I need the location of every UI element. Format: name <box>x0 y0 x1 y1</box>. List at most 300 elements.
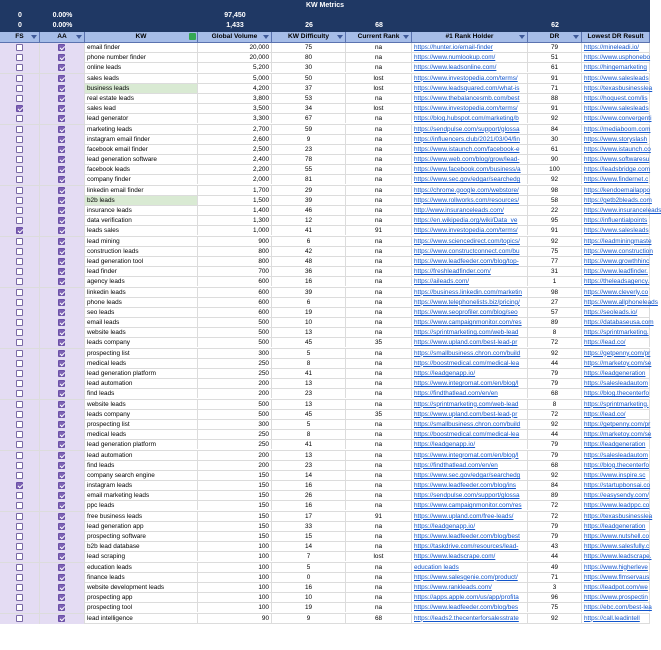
rank-holder-link[interactable]: https://www.campaignmonitor.com/res <box>412 318 528 327</box>
lowest-dr-link[interactable]: https://hingemarketing <box>582 63 650 72</box>
fs-cell[interactable] <box>0 359 40 369</box>
lowest-dr-link[interactable]: https://www.salesleads <box>584 227 649 235</box>
keyword-cell[interactable]: marketing leads <box>85 125 198 134</box>
lowest-dr-link[interactable]: https://marketoy.com/se <box>584 431 652 439</box>
keyword-cell[interactable]: medical leads <box>85 359 198 368</box>
aa-checkbox[interactable] <box>58 176 65 183</box>
fs-cell[interactable] <box>0 318 40 328</box>
fs-cell[interactable] <box>0 267 40 277</box>
volume-cell[interactable]: 150 <box>198 512 272 521</box>
difficulty-cell[interactable]: 8 <box>272 430 346 439</box>
rank-holder-link[interactable]: https://www.upland.com/best-lead-pr <box>412 338 528 347</box>
header-lowest-dr[interactable]: Lowest DR Result <box>582 32 650 42</box>
rank-holder-link[interactable]: https://findthatlead.com/en/en <box>412 461 528 470</box>
lowest-dr-link[interactable]: https://www.growthhinc <box>584 257 650 265</box>
volume-cell[interactable]: 250 <box>198 430 272 439</box>
lowest-dr-link[interactable]: https://www.leadppc.co <box>584 502 650 510</box>
fs-checkbox[interactable] <box>16 401 23 408</box>
volume-cell[interactable]: 100 <box>198 552 272 561</box>
difficulty-cell[interactable]: 48 <box>272 257 346 266</box>
rank-holder-link[interactable]: https://www.sciencedirect.com/topics/ <box>412 237 528 246</box>
keyword-cell[interactable]: lead generation platform <box>85 440 198 449</box>
fs-cell[interactable] <box>0 165 40 175</box>
fs-checkbox[interactable] <box>16 187 23 194</box>
fs-cell[interactable] <box>0 206 40 216</box>
lowest-dr-link[interactable]: https://www.cleverly.co <box>584 288 649 296</box>
rank-cell[interactable]: na <box>346 451 412 460</box>
dr-cell[interactable]: 1 <box>528 277 582 286</box>
rank-holder-link[interactable]: https://findthatlead.com/en/en <box>412 389 528 398</box>
rank-holder-link[interactable]: https://www.telephonelists.biz/pricing/ <box>412 298 528 307</box>
keyword-cell[interactable]: education leads <box>85 563 198 572</box>
fs-checkbox[interactable] <box>16 492 23 499</box>
dr-cell[interactable]: 43 <box>528 542 582 551</box>
lowest-dr-link[interactable]: https://lead.co/ <box>582 410 650 419</box>
keyword-cell[interactable]: leads company <box>85 410 198 419</box>
lowest-dr-link[interactable]: https://blog.thecenterfo <box>584 390 650 398</box>
aa-cell[interactable] <box>40 196 85 206</box>
dr-cell[interactable]: 51 <box>528 53 582 62</box>
dr-cell[interactable]: 84 <box>528 125 582 134</box>
rank-cell[interactable]: na <box>346 583 412 592</box>
rank-cell[interactable]: na <box>346 573 412 582</box>
rank-cell[interactable]: na <box>346 53 412 62</box>
aa-cell[interactable] <box>40 267 85 277</box>
rank-cell[interactable]: na <box>346 369 412 378</box>
aa-checkbox[interactable] <box>58 95 65 102</box>
volume-cell[interactable]: 2,000 <box>198 175 272 184</box>
filter-dropdown-icon[interactable] <box>519 35 525 39</box>
fs-checkbox[interactable] <box>16 553 23 560</box>
dr-cell[interactable]: 79 <box>528 43 582 52</box>
rank-holder-link[interactable]: https://en.wikipedia.org/wiki/Data_ve <box>412 216 528 225</box>
lowest-dr-link[interactable]: https://www.salesfully.c <box>584 543 650 551</box>
keyword-cell[interactable]: lead mining <box>85 237 198 246</box>
aa-checkbox[interactable] <box>58 564 65 571</box>
aa-cell[interactable] <box>40 420 85 430</box>
difficulty-cell[interactable]: 16 <box>272 501 346 510</box>
dr-cell[interactable]: 92 <box>528 614 582 623</box>
fs-cell[interactable] <box>0 84 40 94</box>
aa-checkbox[interactable] <box>58 380 65 387</box>
dr-cell[interactable]: 91 <box>528 74 582 83</box>
difficulty-cell[interactable]: 41 <box>272 226 346 235</box>
aa-checkbox[interactable] <box>58 462 65 469</box>
lowest-dr-link[interactable]: https://leadminingmaste <box>584 237 652 245</box>
volume-cell[interactable]: 100 <box>198 593 272 602</box>
lowest-dr-link[interactable]: https://leadpot.com/we <box>582 583 650 592</box>
aa-checkbox[interactable] <box>58 319 65 326</box>
rank-holder-link[interactable]: https://www.leadfeeder.com/blog/bes <box>412 603 528 612</box>
keyword-cell[interactable]: phone leads <box>85 298 198 307</box>
fs-checkbox[interactable] <box>16 289 23 296</box>
fs-cell[interactable] <box>0 512 40 522</box>
aa-checkbox[interactable] <box>58 85 65 92</box>
fs-cell[interactable] <box>0 501 40 511</box>
keyword-cell[interactable]: lead finder <box>85 267 198 276</box>
keyword-cell[interactable]: phone number finder <box>85 53 198 62</box>
volume-cell[interactable]: 150 <box>198 481 272 490</box>
volume-cell[interactable]: 1,400 <box>198 206 272 215</box>
dr-cell[interactable]: 68 <box>528 461 582 470</box>
volume-cell[interactable]: 500 <box>198 410 272 419</box>
fs-cell[interactable] <box>0 614 40 624</box>
aa-cell[interactable] <box>40 155 85 165</box>
fs-checkbox[interactable] <box>16 411 23 418</box>
dr-cell[interactable]: 92 <box>528 471 582 480</box>
keyword-cell[interactable]: real estate leads <box>85 94 198 103</box>
rank-cell[interactable]: na <box>346 155 412 164</box>
fs-cell[interactable] <box>0 420 40 430</box>
rank-cell[interactable]: na <box>346 491 412 500</box>
dr-cell[interactable]: 79 <box>528 440 582 449</box>
rank-holder-link[interactable]: https://www.investopedia.com/terms/ <box>412 226 528 235</box>
lowest-dr-link[interactable]: https://www.inspire.sc <box>582 471 650 480</box>
volume-cell[interactable]: 700 <box>198 267 272 276</box>
fs-checkbox[interactable] <box>16 248 23 255</box>
fs-checkbox[interactable] <box>16 217 23 224</box>
volume-cell[interactable]: 150 <box>198 522 272 531</box>
difficulty-cell[interactable]: 16 <box>272 277 346 286</box>
fs-cell[interactable] <box>0 196 40 206</box>
lowest-dr-link[interactable]: https://texasbusinesslea <box>584 512 653 520</box>
difficulty-cell[interactable]: 13 <box>272 400 346 409</box>
difficulty-cell[interactable]: 41 <box>272 369 346 378</box>
volume-cell[interactable]: 100 <box>198 583 272 592</box>
rank-cell[interactable]: na <box>346 206 412 215</box>
keyword-cell[interactable]: find leads <box>85 389 198 398</box>
fs-cell[interactable] <box>0 308 40 318</box>
difficulty-cell[interactable]: 81 <box>272 175 346 184</box>
filter-dropdown-icon[interactable] <box>76 35 82 39</box>
difficulty-cell[interactable]: 5 <box>272 420 346 429</box>
header-kw-difficulty[interactable]: KW Difficulty <box>272 32 346 42</box>
fs-cell[interactable] <box>0 43 40 53</box>
volume-cell[interactable]: 600 <box>198 288 272 297</box>
aa-checkbox[interactable] <box>58 584 65 591</box>
keyword-cell[interactable]: lead automation <box>85 379 198 388</box>
aa-cell[interactable] <box>40 583 85 593</box>
fs-checkbox[interactable] <box>16 360 23 367</box>
aa-checkbox[interactable] <box>58 166 65 173</box>
rank-cell[interactable]: na <box>346 165 412 174</box>
volume-cell[interactable]: 1,500 <box>198 196 272 205</box>
rank-holder-link[interactable]: education leads <box>412 563 528 572</box>
aa-cell[interactable] <box>40 532 85 542</box>
aa-checkbox[interactable] <box>58 329 65 336</box>
rank-holder-link[interactable]: https://aileads.com/ <box>412 277 528 286</box>
rank-holder-link[interactable]: https://hunter.io/email-finder <box>412 43 528 52</box>
fs-cell[interactable] <box>0 481 40 491</box>
lowest-dr-link[interactable]: https://www.leadscrape. <box>584 553 652 561</box>
lowest-dr-link[interactable]: https://www.usphonebo <box>584 54 651 62</box>
aa-cell[interactable] <box>40 389 85 399</box>
keyword-cell[interactable]: ppc leads <box>85 501 198 510</box>
lowest-dr-link[interactable]: https://www.salesleads <box>584 105 649 113</box>
lowest-dr-link[interactable]: https://marketoy.com/se <box>584 359 652 367</box>
rank-cell[interactable]: 68 <box>346 614 412 623</box>
volume-cell[interactable]: 5,000 <box>198 74 272 83</box>
aa-cell[interactable] <box>40 369 85 379</box>
dr-cell[interactable]: 49 <box>528 563 582 572</box>
aa-checkbox[interactable] <box>58 421 65 428</box>
fs-checkbox[interactable] <box>16 146 23 153</box>
lowest-dr-link[interactable]: https://hoquest.com/lis <box>582 94 650 103</box>
aa-cell[interactable] <box>40 328 85 338</box>
lowest-dr-link[interactable]: https://www.softwaresu <box>584 156 650 164</box>
rank-holder-link[interactable]: https://business.linkedin.com/marketin <box>412 288 528 297</box>
difficulty-cell[interactable]: 13 <box>272 328 346 337</box>
fs-cell[interactable] <box>0 104 40 114</box>
keyword-cell[interactable]: sales lead <box>85 104 198 113</box>
dr-cell[interactable]: 30 <box>528 135 582 144</box>
aa-checkbox[interactable] <box>58 492 65 499</box>
volume-cell[interactable]: 150 <box>198 532 272 541</box>
keyword-cell[interactable]: leads company <box>85 338 198 347</box>
lowest-dr-link[interactable]: https://texasbusinesslea <box>584 84 653 92</box>
aa-cell[interactable] <box>40 53 85 63</box>
rank-holder-link[interactable]: https://www.sec.gov/edgar/searchedg <box>412 175 528 184</box>
volume-cell[interactable]: 250 <box>198 440 272 449</box>
aa-checkbox[interactable] <box>58 339 65 346</box>
difficulty-cell[interactable]: 0 <box>272 573 346 582</box>
difficulty-cell[interactable]: 45 <box>272 338 346 347</box>
volume-cell[interactable]: 600 <box>198 308 272 317</box>
keyword-cell[interactable]: medical leads <box>85 430 198 439</box>
rank-holder-link[interactable]: https://taskdrive.com/resources/lead- <box>412 542 528 551</box>
fs-checkbox[interactable] <box>16 268 23 275</box>
volume-cell[interactable]: 100 <box>198 542 272 551</box>
keyword-cell[interactable]: instagram email finder <box>85 135 198 144</box>
rank-cell[interactable]: 91 <box>346 512 412 521</box>
lowest-dr-link[interactable]: https://getpenny.com/pr <box>584 349 651 357</box>
keyword-cell[interactable]: b2b lead database <box>85 542 198 551</box>
lowest-dr-link[interactable]: https://www.allphoneleads <box>584 298 658 306</box>
fs-checkbox[interactable] <box>16 584 23 591</box>
rank-cell[interactable]: na <box>346 603 412 612</box>
rank-cell[interactable]: na <box>346 328 412 337</box>
rank-holder-link[interactable]: https://smallbusiness.chron.com/build <box>412 420 528 429</box>
dr-cell[interactable]: 91 <box>528 226 582 235</box>
fs-checkbox[interactable] <box>16 115 23 122</box>
dr-cell[interactable]: 68 <box>528 389 582 398</box>
volume-cell[interactable]: 100 <box>198 573 272 582</box>
difficulty-cell[interactable]: 75 <box>272 43 346 52</box>
difficulty-cell[interactable]: 14 <box>272 542 346 551</box>
aa-cell[interactable] <box>40 318 85 328</box>
aa-cell[interactable] <box>40 125 85 135</box>
rank-cell[interactable]: na <box>346 43 412 52</box>
aa-checkbox[interactable] <box>58 299 65 306</box>
volume-cell[interactable]: 100 <box>198 603 272 612</box>
volume-cell[interactable]: 20,000 <box>198 53 272 62</box>
rank-holder-link[interactable]: https://leads2.thecenterforsalesstrate <box>412 614 528 623</box>
aa-checkbox[interactable] <box>58 543 65 550</box>
fs-cell[interactable] <box>0 603 40 613</box>
rank-holder-link[interactable]: https://www.integromat.com/en/blog/l <box>412 379 528 388</box>
aa-checkbox[interactable] <box>58 553 65 560</box>
rank-holder-link[interactable]: https://www.rollworks.com/resources/ <box>412 196 528 205</box>
volume-cell[interactable]: 2,200 <box>198 165 272 174</box>
difficulty-cell[interactable]: 37 <box>272 84 346 93</box>
aa-cell[interactable] <box>40 451 85 461</box>
rank-cell[interactable]: na <box>346 114 412 123</box>
difficulty-cell[interactable]: 10 <box>272 318 346 327</box>
fs-checkbox[interactable] <box>16 95 23 102</box>
aa-checkbox[interactable] <box>58 289 65 296</box>
rank-cell[interactable]: 35 <box>346 338 412 347</box>
volume-cell[interactable]: 800 <box>198 247 272 256</box>
aa-cell[interactable] <box>40 542 85 552</box>
keyword-cell[interactable]: lead generation app <box>85 522 198 531</box>
rank-holder-link[interactable]: https://boostmedical.com/medical-lea <box>412 430 528 439</box>
dr-cell[interactable]: 22 <box>528 206 582 215</box>
fs-cell[interactable] <box>0 125 40 135</box>
aa-checkbox[interactable] <box>58 248 65 255</box>
keyword-cell[interactable]: website leads <box>85 400 198 409</box>
difficulty-cell[interactable]: 7 <box>272 552 346 561</box>
fs-cell[interactable] <box>0 288 40 298</box>
volume-cell[interactable]: 300 <box>198 420 272 429</box>
volume-cell[interactable]: 1,700 <box>198 186 272 195</box>
rank-cell[interactable]: 35 <box>346 410 412 419</box>
lowest-dr-link[interactable]: https://blog.thecenterfo <box>584 461 650 469</box>
fs-cell[interactable] <box>0 226 40 236</box>
rank-cell[interactable]: na <box>346 471 412 480</box>
rank-cell[interactable]: na <box>346 94 412 103</box>
keyword-cell[interactable]: linkedin leads <box>85 288 198 297</box>
rank-cell[interactable]: na <box>346 481 412 490</box>
keyword-cell[interactable]: email marketing leads <box>85 491 198 500</box>
aa-cell[interactable] <box>40 257 85 267</box>
keyword-cell[interactable]: agency leads <box>85 277 198 286</box>
aa-cell[interactable] <box>40 277 85 287</box>
rank-holder-link[interactable]: https://www.numlookup.com/ <box>412 53 528 62</box>
aa-checkbox[interactable] <box>58 615 65 622</box>
aa-cell[interactable] <box>40 104 85 114</box>
lowest-dr-link[interactable]: https://www.construction <box>584 247 653 255</box>
dr-cell[interactable]: 44 <box>528 552 582 561</box>
lowest-dr-link[interactable]: https://www.insuranceleads <box>584 207 661 214</box>
volume-cell[interactable]: 150 <box>198 491 272 500</box>
lowest-dr-link[interactable]: https://kendoemailappo <box>584 186 651 194</box>
rank-cell[interactable]: na <box>346 277 412 286</box>
fs-checkbox[interactable] <box>16 350 23 357</box>
fs-cell[interactable] <box>0 349 40 359</box>
keyword-cell[interactable]: find leads <box>85 461 198 470</box>
rank-holder-link[interactable]: https://www.salesgenie.com/product/ <box>412 573 528 582</box>
rank-holder-link[interactable]: https://boostmedical.com/medical-lea <box>412 359 528 368</box>
aa-checkbox[interactable] <box>58 75 65 82</box>
lowest-dr-link[interactable]: https://salesleadautom <box>582 451 650 460</box>
header-fs[interactable]: FS <box>0 32 40 42</box>
difficulty-cell[interactable]: 16 <box>272 481 346 490</box>
keyword-cell[interactable]: leads sales <box>85 226 198 235</box>
rank-holder-link[interactable]: https://sprintmarketing.com/web-lead <box>412 400 528 409</box>
aa-checkbox[interactable] <box>58 472 65 479</box>
fs-checkbox[interactable] <box>16 370 23 377</box>
dr-cell[interactable]: 91 <box>528 104 582 113</box>
fs-checkbox[interactable] <box>16 258 23 265</box>
lowest-dr-link[interactable]: https://sprintmarketing. <box>584 329 649 337</box>
volume-cell[interactable]: 3,300 <box>198 114 272 123</box>
dr-cell[interactable]: 95 <box>528 216 582 225</box>
rank-holder-link[interactable]: https://www.sec.gov/edgar/searchedg <box>412 471 528 480</box>
fs-cell[interactable] <box>0 135 40 145</box>
keyword-cell[interactable]: company search engine <box>85 471 198 480</box>
rank-cell[interactable]: na <box>346 63 412 72</box>
filter-active-icon[interactable] <box>189 33 196 40</box>
rank-holder-link[interactable]: https://www.facebook.com/business/a <box>412 165 528 174</box>
rank-cell[interactable]: na <box>346 349 412 358</box>
aa-cell[interactable] <box>40 400 85 410</box>
lowest-dr-link[interactable]: https://www.nutshell.co <box>584 533 650 540</box>
rank-holder-link[interactable]: https://smallbusiness.chron.com/build <box>412 349 528 358</box>
fs-cell[interactable] <box>0 257 40 267</box>
rank-holder-link[interactable]: https://www.web.com/blog/grow/lead- <box>412 155 528 164</box>
lowest-dr-link[interactable]: https://salesleadautom <box>582 379 650 388</box>
keyword-cell[interactable]: website development leads <box>85 583 198 592</box>
volume-cell[interactable]: 800 <box>198 257 272 266</box>
volume-cell[interactable]: 250 <box>198 359 272 368</box>
difficulty-cell[interactable]: 50 <box>272 74 346 83</box>
rank-holder-link[interactable]: https://leadgenapp.io/ <box>412 369 528 378</box>
aa-cell[interactable] <box>40 471 85 481</box>
aa-checkbox[interactable] <box>58 360 65 367</box>
fs-cell[interactable] <box>0 430 40 440</box>
fs-cell[interactable] <box>0 328 40 338</box>
rank-holder-link[interactable]: https://influencers.club/2021/03/04/fin <box>412 135 528 144</box>
volume-cell[interactable]: 500 <box>198 400 272 409</box>
fs-checkbox[interactable] <box>16 574 23 581</box>
fs-cell[interactable] <box>0 522 40 532</box>
fs-checkbox[interactable] <box>16 594 23 601</box>
rank-cell[interactable]: na <box>346 145 412 154</box>
lowest-dr-link[interactable]: https://leadsbridge.com <box>584 166 651 174</box>
aa-cell[interactable] <box>40 552 85 562</box>
aa-checkbox[interactable] <box>58 452 65 459</box>
volume-cell[interactable]: 100 <box>198 563 272 572</box>
rank-cell[interactable]: na <box>346 593 412 602</box>
fs-cell[interactable] <box>0 379 40 389</box>
rank-cell[interactable]: na <box>346 532 412 541</box>
keyword-cell[interactable]: linkedin email finder <box>85 186 198 195</box>
dr-cell[interactable]: 8 <box>528 400 582 409</box>
dr-cell[interactable]: 44 <box>528 430 582 439</box>
aa-checkbox[interactable] <box>58 350 65 357</box>
difficulty-cell[interactable]: 6 <box>272 298 346 307</box>
fs-cell[interactable] <box>0 491 40 501</box>
keyword-cell[interactable]: finance leads <box>85 573 198 582</box>
dr-cell[interactable]: 72 <box>528 338 582 347</box>
aa-checkbox[interactable] <box>58 441 65 448</box>
rank-cell[interactable]: lost <box>346 74 412 83</box>
dr-cell[interactable]: 92 <box>528 114 582 123</box>
fs-checkbox[interactable] <box>16 543 23 550</box>
dr-cell[interactable]: 92 <box>528 175 582 184</box>
difficulty-cell[interactable]: 41 <box>272 440 346 449</box>
difficulty-cell[interactable]: 55 <box>272 165 346 174</box>
difficulty-cell[interactable]: 5 <box>272 563 346 572</box>
volume-cell[interactable]: 500 <box>198 338 272 347</box>
aa-checkbox[interactable] <box>58 146 65 153</box>
keyword-cell[interactable]: insurance leads <box>85 206 198 215</box>
dr-cell[interactable]: 72 <box>528 410 582 419</box>
fs-cell[interactable] <box>0 563 40 573</box>
dr-cell[interactable]: 89 <box>528 491 582 500</box>
fs-cell[interactable] <box>0 145 40 155</box>
aa-checkbox[interactable] <box>58 238 65 245</box>
